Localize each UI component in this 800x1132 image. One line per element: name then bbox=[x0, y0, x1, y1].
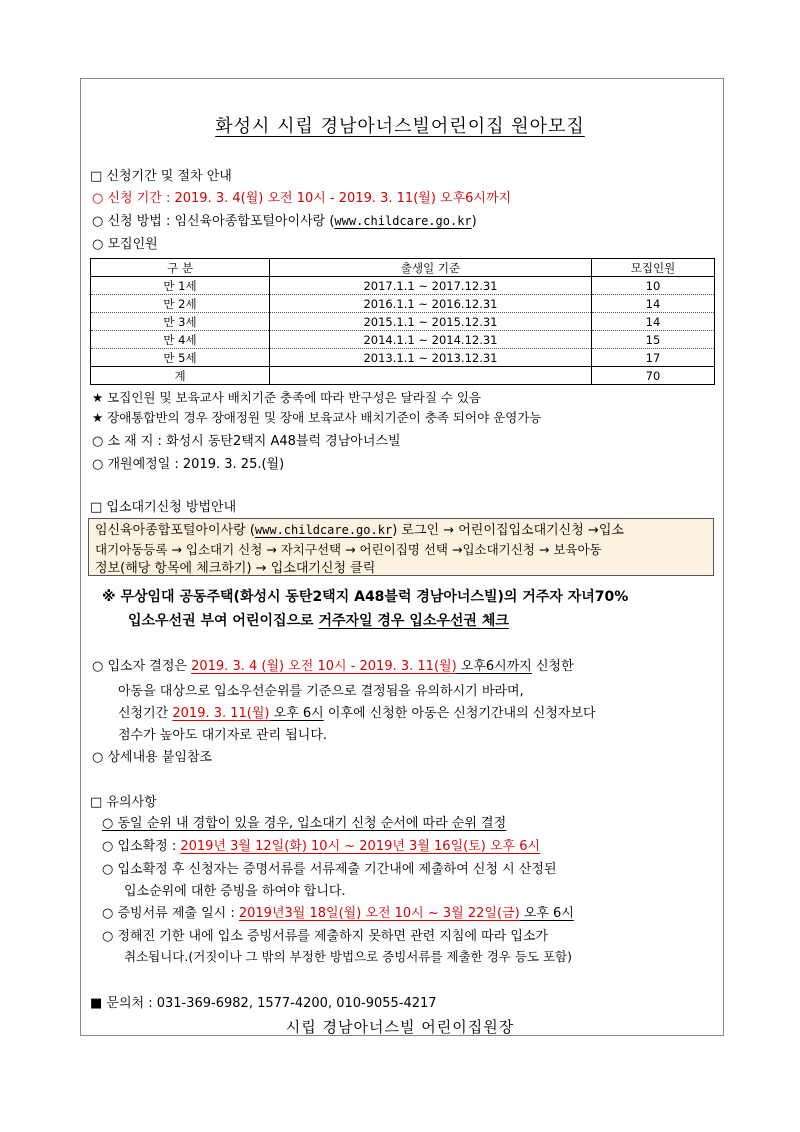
signature: 시립 경남아너스빌 어린이집원장 bbox=[285, 1018, 515, 1036]
caution-cancellation-2: 취소됩니다.(거짓이나 그 밖의 부정한 방법으로 증빙서류를 제출한 경우 등도 포함) bbox=[124, 949, 572, 964]
header-quota: 모집인원 bbox=[592, 259, 715, 277]
procedure-line3: 정보(해당 항목에 체크하기) → 입소대기신청 클릭 bbox=[95, 561, 376, 576]
table-row bbox=[91, 331, 715, 349]
row-birthdate: 2016.1.1 ~ 2016.12.31 bbox=[270, 295, 592, 313]
table-row bbox=[91, 349, 715, 367]
caution-confirmation: ○ 입소확정 : 2019년 3월 12일(화) 10시 ~ 2019년 3월 16일(토) 오후 6시 bbox=[102, 839, 541, 854]
table-row bbox=[91, 295, 715, 313]
table-row bbox=[91, 313, 715, 331]
row-quota: 14 bbox=[592, 313, 715, 331]
recruit-table bbox=[90, 258, 715, 385]
header-birthdate: 출생일 기준 bbox=[270, 259, 592, 277]
row-birthdate: 2017.1.1 ~ 2017.12.31 bbox=[270, 277, 592, 295]
total-label: 계 bbox=[91, 367, 270, 385]
priority-line2: 입소우선권 부여 어린이집으로 거주자일 경우 입소우선권 체크 bbox=[128, 613, 509, 629]
childcare-link-2[interactable]: www.childcare.go.kr bbox=[254, 523, 393, 537]
details-reference: ○ 상세내용 붙임참조 bbox=[92, 750, 213, 765]
procedure-box bbox=[88, 518, 714, 576]
row-birthdate: 2014.1.1 ~ 2014.12.31 bbox=[270, 331, 592, 349]
row-quota: 17 bbox=[592, 349, 715, 367]
row-age: 만 3세 bbox=[91, 313, 270, 331]
row-quota: 15 bbox=[592, 331, 715, 349]
row-age: 만 2세 bbox=[91, 295, 270, 313]
table-row bbox=[91, 277, 715, 295]
opening-date: ○ 개원예정일 : 2019. 3. 25.(월) bbox=[92, 457, 285, 472]
decision-line1: ○ 입소자 결정은 2019. 3. 4 (월) 오전 10시 - 2019. 3. 11(월) 오후6시까지 신청한 bbox=[92, 659, 574, 674]
table-total-row bbox=[91, 367, 715, 385]
note-class-composition: ★ 모집인원 및 보육교사 배치기준 충족에 따라 반구성은 달라질 수 있음 bbox=[92, 390, 482, 405]
header-category: 구 분 bbox=[91, 259, 270, 277]
decision-line3: 신청기간 2019. 3. 11(월) 오후 6시 이후에 신청한 아동은 신청기간내의 신청자보다 bbox=[118, 706, 596, 721]
row-age: 만 5세 bbox=[91, 349, 270, 367]
row-quota: 14 bbox=[592, 295, 715, 313]
procedure-line1: 임신육아종합포털아이사랑 (www.childcare.go.kr) 로그인 → 어린이집입소대기신청 →입소 bbox=[95, 523, 624, 538]
location: ○ 소 재 지 : 화성시 동탄2택지 A48블럭 경남아너스빌 bbox=[92, 434, 401, 449]
note-disability-class: ★ 장애통합반의 경우 장애정원 및 장애 보육교사 배치기준이 충족 되어야 운영가능 bbox=[92, 410, 542, 425]
decision-line4: 점수가 높아도 대기자로 관리 됩니다. bbox=[118, 728, 328, 743]
row-quota: 10 bbox=[592, 277, 715, 295]
total-blank bbox=[270, 367, 592, 385]
total-value: 70 bbox=[592, 367, 715, 385]
caution-tie-rule: ○ 동일 순위 내 경합이 있을 경우, 입소대기 신청 순서에 따라 순위 결정 bbox=[102, 816, 507, 831]
childcare-link[interactable]: www.childcare.go.kr bbox=[334, 214, 472, 228]
caution-documents: ○ 입소확정 후 신청자는 증명서류를 서류제출 기간내에 제출하여 신청 시 산정된 bbox=[102, 862, 557, 877]
row-age: 만 4세 bbox=[91, 331, 270, 349]
section1-heading: □ 신청기간 및 절차 안내 bbox=[90, 169, 232, 184]
contact-info: ■ 문의처 : 031-369-6982, 1577-4200, 010-9055-4217 bbox=[90, 996, 437, 1011]
table-header-row bbox=[91, 259, 715, 277]
procedure-line2: 대기아동등록 → 입소대기 신청 → 자치구선택 → 어린이집명 선택 →입소대기신청 → 보육아동 bbox=[95, 542, 602, 557]
row-birthdate: 2013.1.1 ~ 2013.12.31 bbox=[270, 349, 592, 367]
decision-line2: 아동을 대상으로 입소우선순위를 기준으로 결정됨을 유의하시기 바라며, bbox=[118, 684, 524, 699]
recruit-heading: ○ 모집인원 bbox=[92, 237, 158, 252]
section3-heading: □ 유의사항 bbox=[90, 795, 157, 810]
caution-cancellation: ○ 정해진 기한 내에 입소 증빙서류를 제출하지 못하면 관련 지침에 따라 입소가 bbox=[102, 929, 549, 944]
row-age: 만 1세 bbox=[91, 277, 270, 295]
caution-documents-2: 입소순위에 대한 증빙을 하여야 합니다. bbox=[124, 884, 346, 899]
page-title: 화성시 시립 경남아너스빌어린이집 원아모집 bbox=[215, 116, 585, 137]
priority-line1: ※ 무상임대 공동주택(화성시 동탄2택지 A48블럭 경남아너스빌)의 거주자 자녀70% bbox=[102, 589, 629, 605]
application-period: ○ 신청 기간 : 2019. 3. 4(월) 오전 10시 - 2019. 3. 11(월) 오후6시까지 bbox=[92, 191, 512, 206]
section2-heading: □ 입소대기신청 방법안내 bbox=[90, 500, 237, 515]
row-birthdate: 2015.1.1 ~ 2015.12.31 bbox=[270, 313, 592, 331]
application-method: ○ 신청 방법 : 임신육아종합포털아이사랑 (www.childcare.go.kr) bbox=[92, 214, 477, 229]
caution-submission: ○ 증빙서류 제출 일시 : 2019년3월 18일(월) 오전 10시 ~ 3월 22일(금) 오후 6시 bbox=[102, 906, 574, 921]
